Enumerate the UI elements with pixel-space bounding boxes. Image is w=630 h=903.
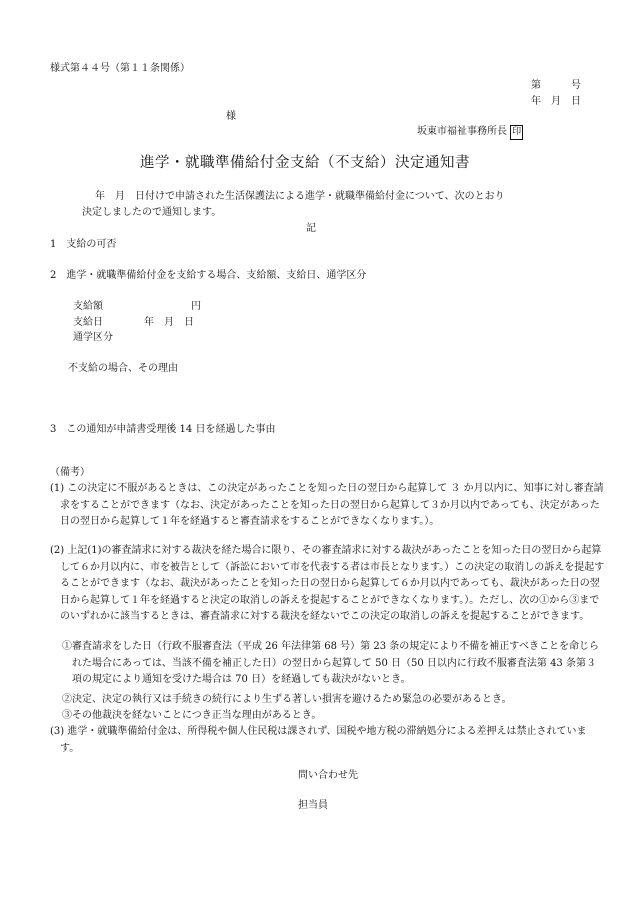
document-title: 進学・就職準備給付金支給（不支給）決定通知書 (140, 155, 470, 171)
notes-heading: （備考） (50, 467, 90, 478)
form-number: 様式第４４号（第１１条関係） (50, 63, 190, 74)
seal-mark: 印 (510, 125, 523, 140)
paydate-label: 支給日 (73, 317, 103, 328)
non-payment-reason-label: 不支給の場合、その理由 (68, 363, 178, 374)
paydate-ymd: 年 月 日 (144, 317, 194, 328)
commute-label: 通学区分 (73, 332, 113, 343)
intro-line-2: 決定しましたので通知します。 (82, 207, 222, 218)
issue-date: 年 月 日 (531, 96, 581, 107)
issuer-name: 坂東市福祉事務所長 (417, 126, 507, 137)
person-in-charge-label: 担当員 (298, 800, 328, 811)
item-2: 2 進学・就職準備給付金を支給する場合、支給額、支給日、通学区分 (50, 270, 367, 281)
amount-unit: 円 (191, 301, 201, 312)
addressee-suffix: 様 (226, 111, 236, 122)
note-3: (3) 進学・就職準備給付金は、所得税や個人住民税は課されず、国税や地方税の滞納処分による差押えは禁止されています。 (50, 726, 587, 754)
contact-label: 問い合わせ先 (298, 770, 358, 781)
ki-heading: 記 (306, 223, 316, 234)
intro-line-1: 年 月 日付けで申請された生活保護法による進学・就職準備給付金について、次のとおり (95, 191, 505, 202)
note-2-sub-2: ②決定、決定の執行又は手続きの続行により生ずる著しい損害を避けるため緊急の必要があるとき。 (62, 694, 512, 705)
note-2: (2) 上記(1)の審査請求に対する裁決を経た場合に限り、その審査請求に対する裁決があったことを知った日の翌日から起算して６か月以内に、市を被告として（訴訟において市を代表する者は市長となります。）この決定の取消しの訴えを提起することができます（なお、裁決があったことを知った日の翌日から起算して６か月以内であっても、裁決があった日の翌日から起算して１年を経過すると決定の取消しの訴えを提起することができなくなります。）。ただし、次の①から③までのいずれかに該当するときは、審査請求に対する裁決を経ないでこの決定の取消しの訴えを提起することができます。 (50, 545, 605, 623)
note-2-sub-1: ①審査請求をした日（行政不服審査法（平成 26 年法律第 68 号）第 23 条の規定により不備を補正すべきことを命じられた場合にあっては、当該不備を補正した日）の翌日から起算して 50 日（50 日以内に行政不服審査法第 43 条第３項の規定により通知を受けた場合は 70 日）を経過しても裁決がないとき。 (62, 641, 600, 686)
item-1: 1 支給の可否 (50, 239, 117, 250)
document-number: 第 号 (531, 80, 581, 91)
issuer-block (417, 125, 523, 140)
item-3: 3 この通知が申請書受理後 14 日を経過した事由 (50, 424, 276, 435)
amount-label: 支給額 (73, 301, 103, 312)
note-2-sub-3: ③その他裁決を経ないことにつき正当な理由があるとき。 (62, 710, 322, 721)
note-1: (1) この決定に不服があるときは、この決定があったことを知った日の翌日から起算して ３ か月以内に、知事に対し審査請求をすることができます（なお、決定があったことを知った日の翌日から起算して３か月以内であっても、決定があった日の翌日から起算して１年を経過すると審査請求をすることができなくなります。）。 (50, 483, 604, 528)
